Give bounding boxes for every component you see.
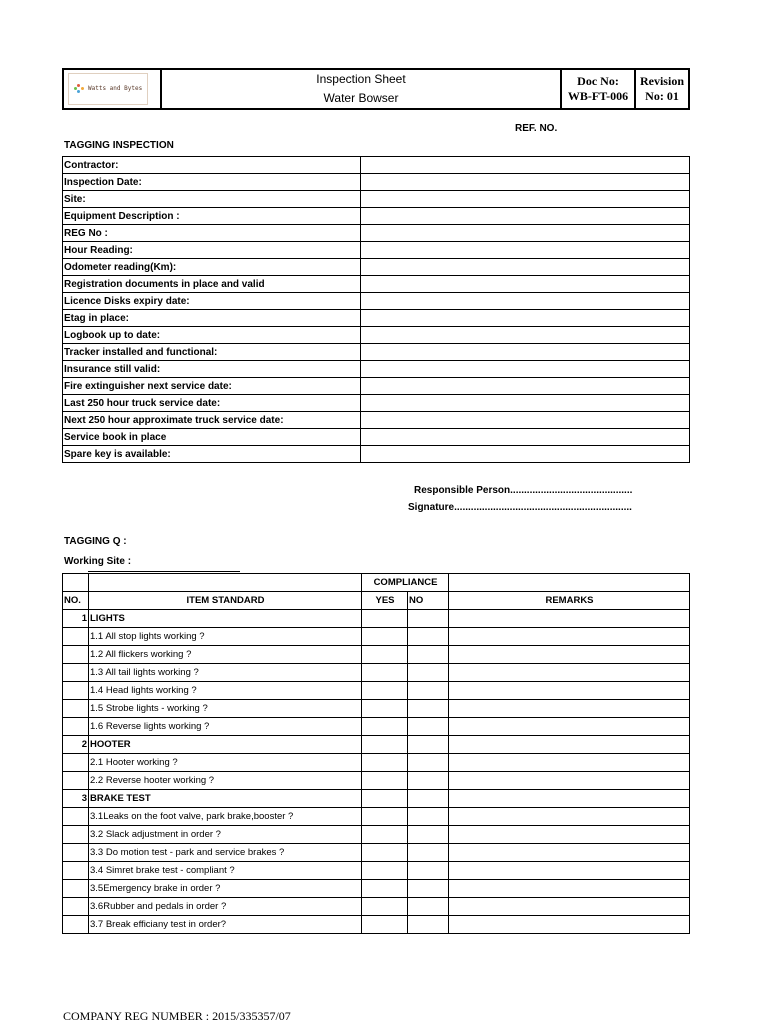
inspection-row-value[interactable]: [361, 242, 690, 259]
inspection-row-label: Next 250 hour approximate truck service date:: [63, 412, 361, 429]
compliance-section-row: [63, 610, 690, 628]
item-standard: 3.2 Slack adjustment in order ?: [89, 826, 362, 844]
compliance-item-row: [63, 700, 690, 718]
inspection-row-value[interactable]: [361, 361, 690, 378]
no-checkbox-cell[interactable]: [408, 844, 449, 862]
col-header-no: NO.: [63, 592, 89, 610]
col-header-no-compliance: NO: [408, 592, 449, 610]
no-checkbox-cell[interactable]: [408, 916, 449, 934]
inspection-row-label: Etag in place:: [63, 310, 361, 327]
no-checkbox-cell[interactable]: [408, 898, 449, 916]
title-line-2: Water Bowser: [323, 91, 399, 105]
remarks-cell[interactable]: [449, 610, 690, 628]
row-number: 2: [63, 736, 89, 754]
remarks-cell[interactable]: [449, 772, 690, 790]
remarks-cell[interactable]: [449, 628, 690, 646]
item-standard: HOOTER: [89, 736, 362, 754]
yes-checkbox-cell[interactable]: [362, 736, 408, 754]
no-checkbox-cell[interactable]: [408, 880, 449, 898]
row-number: [63, 682, 89, 700]
inspection-row: [63, 225, 690, 242]
inspection-row-value[interactable]: [361, 157, 690, 174]
compliance-item-row: [63, 826, 690, 844]
remarks-cell[interactable]: [449, 826, 690, 844]
col-header-remarks: REMARKS: [449, 592, 690, 610]
item-standard: 1.2 All flickers working ?: [89, 646, 362, 664]
inspection-row-label: Last 250 hour truck service date:: [63, 395, 361, 412]
yes-checkbox-cell[interactable]: [362, 826, 408, 844]
inspection-row-label: Contractor:: [63, 157, 361, 174]
inspection-row-label: Registration documents in place and valid: [63, 276, 361, 293]
item-standard: 1.5 Strobe lights - working ?: [89, 700, 362, 718]
compliance-group-header-row: [63, 574, 690, 592]
item-standard: 3.1Leaks on the foot valve, park brake,booster ?: [89, 808, 362, 826]
working-site-label: Working Site :: [64, 556, 132, 567]
compliance-item-row: [63, 898, 690, 916]
yes-checkbox-cell[interactable]: [362, 718, 408, 736]
inspection-row-value[interactable]: [361, 276, 690, 293]
row-number: [63, 826, 89, 844]
inspection-row: [63, 361, 690, 378]
yes-checkbox-cell[interactable]: [362, 610, 408, 628]
inspection-row-value[interactable]: [361, 293, 690, 310]
remarks-cell[interactable]: [449, 664, 690, 682]
yes-checkbox-cell[interactable]: [362, 808, 408, 826]
compliance-section-row: [63, 736, 690, 754]
inspection-row-label: Licence Disks expiry date:: [63, 293, 361, 310]
inspection-row-value[interactable]: [361, 412, 690, 429]
inspection-row-label: Odometer reading(Km):: [63, 259, 361, 276]
compliance-item-row: [63, 754, 690, 772]
ref-no-label: REF. NO.: [515, 123, 558, 134]
inspection-row: [63, 344, 690, 361]
inspection-row-value[interactable]: [361, 446, 690, 463]
yes-checkbox-cell[interactable]: [362, 754, 408, 772]
tagging-q-label: TAGGING Q :: [64, 536, 127, 547]
item-standard: 1.3 All tail lights working ?: [89, 664, 362, 682]
inspection-row-value[interactable]: [361, 395, 690, 412]
inspection-row-label: REG No :: [63, 225, 361, 242]
row-number: [63, 808, 89, 826]
col-header-yes: YES: [362, 592, 408, 610]
logo-text: Watts and Bytes: [88, 85, 143, 92]
item-standard: 1.4 Head lights working ?: [89, 682, 362, 700]
inspection-row: [63, 429, 690, 446]
row-number: [63, 880, 89, 898]
compliance-group-header: COMPLIANCE: [362, 574, 449, 592]
no-checkbox-cell[interactable]: [408, 862, 449, 880]
row-number: 1: [63, 610, 89, 628]
working-site-underline: [88, 571, 240, 572]
row-number: [63, 700, 89, 718]
title-line-1: Inspection Sheet: [316, 72, 406, 86]
tagging-inspection-title: TAGGING INSPECTION: [64, 140, 174, 151]
inspection-row: [63, 191, 690, 208]
remarks-cell[interactable]: [449, 700, 690, 718]
logo-cell: [63, 69, 161, 109]
row-number: [63, 844, 89, 862]
doc-number-value: WB-FT-006: [567, 89, 629, 103]
row-number: 3: [63, 790, 89, 808]
row-number: [63, 862, 89, 880]
row-number: [63, 718, 89, 736]
inspection-row-label: Inspection Date:: [63, 174, 361, 191]
yes-checkbox-cell[interactable]: [362, 844, 408, 862]
no-checkbox-cell[interactable]: [408, 610, 449, 628]
remarks-cell[interactable]: [449, 844, 690, 862]
col-header-item: ITEM STANDARD: [89, 592, 362, 610]
compliance-section-row: [63, 790, 690, 808]
inspection-row-label: Insurance still valid:: [63, 361, 361, 378]
yes-checkbox-cell[interactable]: [362, 772, 408, 790]
compliance-item-row: [63, 646, 690, 664]
compliance-item-row: [63, 808, 690, 826]
inspection-row-label: Fire extinguisher next service date:: [63, 378, 361, 395]
inspection-row-value[interactable]: [361, 259, 690, 276]
responsible-person-line: Responsible Person............................................: [414, 485, 633, 496]
inspection-row: [63, 293, 690, 310]
document-title: [161, 69, 561, 109]
remarks-cell[interactable]: [449, 718, 690, 736]
revision-value: No: 01: [645, 89, 679, 103]
row-number: [63, 664, 89, 682]
compliance-item-row: [63, 718, 690, 736]
yes-checkbox-cell[interactable]: [362, 862, 408, 880]
yes-checkbox-cell[interactable]: [362, 898, 408, 916]
inspection-row: [63, 310, 690, 327]
row-number: [63, 646, 89, 664]
compliance-item-row: [63, 880, 690, 898]
yes-checkbox-cell[interactable]: [362, 664, 408, 682]
remarks-cell[interactable]: [449, 916, 690, 934]
item-standard: 3.4 Simret brake test - compliant ?: [89, 862, 362, 880]
inspection-row-label: Equipment Description :: [63, 208, 361, 225]
yes-checkbox-cell[interactable]: [362, 682, 408, 700]
inspection-row-label: Service book in place: [63, 429, 361, 446]
remarks-cell[interactable]: [449, 646, 690, 664]
no-checkbox-cell[interactable]: [408, 736, 449, 754]
inspection-row: [63, 378, 690, 395]
signature-line: Signature................................................................: [408, 502, 632, 513]
inspection-row-value[interactable]: [361, 225, 690, 242]
row-number: [63, 772, 89, 790]
no-checkbox-cell[interactable]: [408, 754, 449, 772]
item-standard: 1.1 All stop lights working ?: [89, 628, 362, 646]
revision-cell: [635, 69, 689, 109]
doc-number-cell: [561, 69, 635, 109]
revision-label: Revision: [639, 74, 684, 88]
row-number: [63, 628, 89, 646]
compliance-item-row: [63, 664, 690, 682]
inspection-row-value[interactable]: [361, 208, 690, 225]
no-checkbox-cell[interactable]: [408, 718, 449, 736]
item-standard: 1.6 Reverse lights working ?: [89, 718, 362, 736]
item-standard: 3.3 Do motion test - park and service brakes ?: [89, 844, 362, 862]
document-header: [62, 68, 690, 110]
item-standard: 2.2 Reverse hooter working ?: [89, 772, 362, 790]
remarks-cell[interactable]: [449, 790, 690, 808]
yes-checkbox-cell[interactable]: [362, 628, 408, 646]
no-checkbox-cell[interactable]: [408, 682, 449, 700]
inspection-row: [63, 242, 690, 259]
yes-checkbox-cell[interactable]: [362, 700, 408, 718]
inspection-row: [63, 208, 690, 225]
row-number: [63, 916, 89, 934]
tagging-inspection-table: [62, 156, 690, 463]
header-empty-remarks: [449, 574, 690, 592]
inspection-row: [63, 276, 690, 293]
inspection-row-label: Tracker installed and functional:: [63, 344, 361, 361]
compliance-column-header-row: [63, 592, 690, 610]
header-empty-item: [89, 574, 362, 592]
no-checkbox-cell[interactable]: [408, 790, 449, 808]
item-standard: 2.1 Hooter working ?: [89, 754, 362, 772]
inspection-row-label: Hour Reading:: [63, 242, 361, 259]
company-reg-number: COMPANY REG NUMBER : 2015/335357/07: [63, 1009, 291, 1023]
inspection-row-label: Site:: [63, 191, 361, 208]
compliance-item-row: [63, 628, 690, 646]
inspection-row-value[interactable]: [361, 191, 690, 208]
inspection-row-value[interactable]: [361, 310, 690, 327]
remarks-cell[interactable]: [449, 862, 690, 880]
header-empty-no: [63, 574, 89, 592]
inspection-row: [63, 327, 690, 344]
inspection-row: [63, 412, 690, 429]
item-standard: LIGHTS: [89, 610, 362, 628]
inspection-row-value[interactable]: [361, 327, 690, 344]
remarks-cell[interactable]: [449, 808, 690, 826]
no-checkbox-cell[interactable]: [408, 700, 449, 718]
yes-checkbox-cell[interactable]: [362, 646, 408, 664]
company-logo: [68, 73, 148, 105]
compliance-item-row: [63, 844, 690, 862]
inspection-row-label: Logbook up to date:: [63, 327, 361, 344]
inspection-row: [63, 157, 690, 174]
compliance-item-row: [63, 772, 690, 790]
no-checkbox-cell[interactable]: [408, 664, 449, 682]
no-checkbox-cell[interactable]: [408, 628, 449, 646]
yes-checkbox-cell[interactable]: [362, 790, 408, 808]
remarks-cell[interactable]: [449, 754, 690, 772]
remarks-cell[interactable]: [449, 898, 690, 916]
yes-checkbox-cell[interactable]: [362, 880, 408, 898]
item-standard: 3.6Rubber and pedals in order ?: [89, 898, 362, 916]
inspection-row-label: Spare key is available:: [63, 446, 361, 463]
row-number: [63, 754, 89, 772]
yes-checkbox-cell[interactable]: [362, 916, 408, 934]
no-checkbox-cell[interactable]: [408, 826, 449, 844]
row-number: [63, 898, 89, 916]
logo-mark-icon: [74, 84, 84, 94]
compliance-item-row: [63, 862, 690, 880]
remarks-cell[interactable]: [449, 736, 690, 754]
inspection-row-value[interactable]: [361, 344, 690, 361]
inspection-row-value[interactable]: [361, 174, 690, 191]
compliance-table: [62, 573, 690, 934]
compliance-item-row: [63, 916, 690, 934]
inspection-row: [63, 259, 690, 276]
inspection-row-value[interactable]: [361, 429, 690, 446]
inspection-row: [63, 446, 690, 463]
item-standard: BRAKE TEST: [89, 790, 362, 808]
remarks-cell[interactable]: [449, 682, 690, 700]
remarks-cell[interactable]: [449, 880, 690, 898]
compliance-item-row: [63, 682, 690, 700]
no-checkbox-cell[interactable]: [408, 772, 449, 790]
inspection-row: [63, 395, 690, 412]
inspection-row: [63, 174, 690, 191]
item-standard: 3.7 Break efficiany test in order?: [89, 916, 362, 934]
item-standard: 3.5Emergency brake in order ?: [89, 880, 362, 898]
inspection-row-value[interactable]: [361, 378, 690, 395]
no-checkbox-cell[interactable]: [408, 646, 449, 664]
doc-number-label: Doc No:: [577, 74, 619, 88]
no-checkbox-cell[interactable]: [408, 808, 449, 826]
